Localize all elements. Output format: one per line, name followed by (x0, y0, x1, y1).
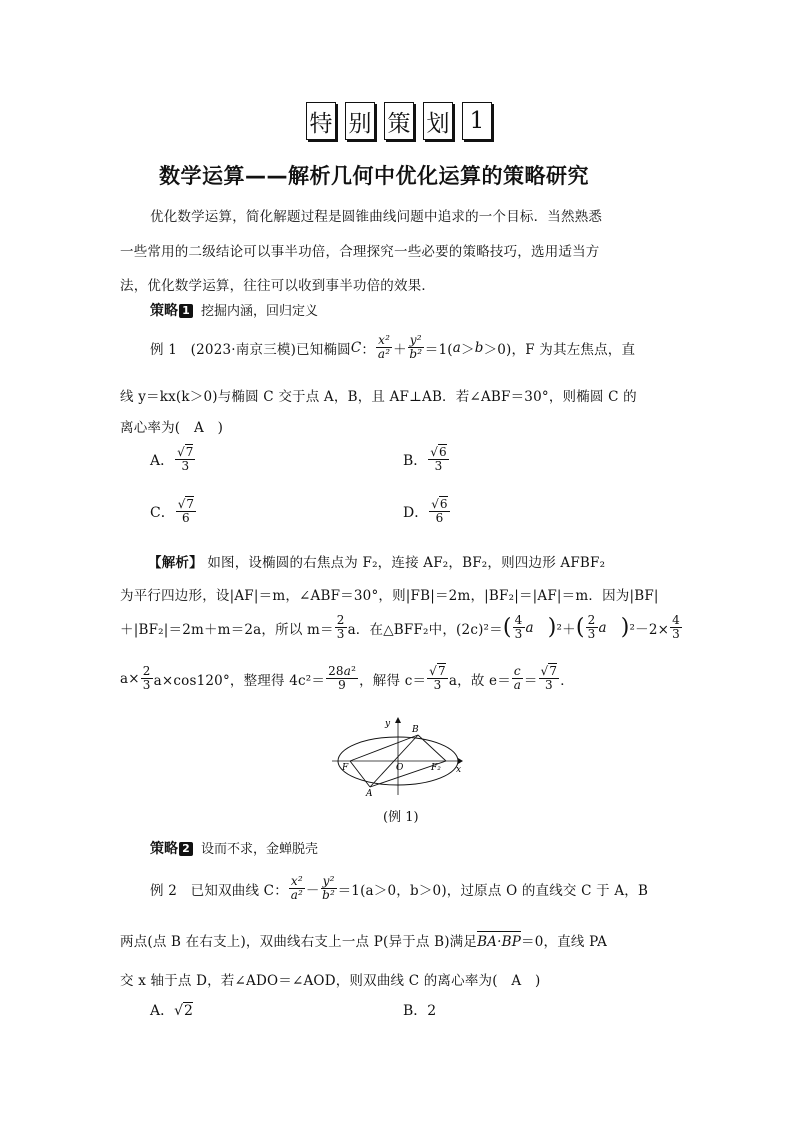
header-char-box: 1 (462, 102, 492, 140)
x-axis-arrow (458, 758, 463, 764)
label-f2: F₂ (431, 763, 441, 773)
header-char-box: 划 (423, 102, 453, 140)
label-y: y (385, 719, 391, 729)
solution-line: ＋|BF₂|＝2m＋m＝2a，所以 m＝ $\frac{2}{3}$ a．在△BFF₂中，(2c)²＝ ( $\frac{4}{3}$ a ) ²＋ ( $\frac{2}{3}$ a ) ²－2× $\frac{4}{3}$ (120, 613, 681, 641)
option-c[interactable]: C． $\frac{√7}{6}$ (150, 497, 195, 525)
fraction: $\frac{\text{y²}}{\text{b²}}$ (409, 333, 423, 361)
option-d[interactable]: D． $\frac{√6}{6}$ (403, 497, 448, 525)
label-o: O (396, 763, 404, 773)
label-f: F (342, 763, 349, 773)
option-a[interactable]: A．√2 (150, 1003, 193, 1019)
example-1-line: 例 1 (2023·南京三模)已知椭圆 C ： $\frac{\text{x²}}{\text{a²}}$ ＋ $\frac{\text{y²}}{\text{b²}}$ ＝1( a ＞ b ＞0) ，F 为其左焦点，直 (150, 333, 636, 361)
segment-fb (350, 735, 418, 761)
ellipse-figure (330, 715, 470, 797)
segment-bf2 (418, 735, 446, 761)
vector-product: BA·BP (477, 934, 521, 950)
solution-line: 为平行四边形，设|AF|＝m，∠ABF＝30°，则|FB|＝2m，|BF₂|＝|AF|＝m．因为|BF| (120, 588, 659, 604)
figure-caption: (例 1) (383, 810, 419, 825)
strategy-heading: 策略 1 挖掘内涵，回归定义 (150, 303, 319, 319)
example-2-line: 例 2 已知双曲线 C： $\frac{\text{x²}}{\text{a²}}$ － $\frac{\text{y²}}{\text{b²}}$ ＝1(a＞0，b＞0)，过原点 O 的直线交 C 于 A，B (150, 874, 649, 902)
intro-line: 法，优化数学运算，往往可以收到事半功倍的效果． (120, 278, 436, 294)
label-x: x (456, 765, 462, 775)
page-title: 数学运算——解析几何中优化运算的策略研究 (159, 164, 589, 188)
label-b: B (412, 725, 419, 735)
example-2-line: 交 x 轴于点 D，若∠ADO＝∠AOD，则双曲线 C 的离心率为( A ) (120, 973, 541, 989)
header-char-box: 特 (306, 102, 336, 140)
intro-line: 优化数学运算，简化解题过程是圆锥曲线问题中追求的一个目标．当然熟悉 (150, 209, 603, 225)
fraction: $\frac{\text{x²}}{\text{a²}}$ (377, 333, 391, 361)
intro-line: 一些常用的二级结论可以事半功倍，合理探究一些必要的策略技巧，选用适当方 (120, 244, 600, 260)
example-1-line: 线 y＝kx(k＞0)与椭圆 C 交于点 A，B，且 AF⊥AB．若∠ABF＝30°，则椭圆 C 的 (120, 389, 637, 405)
label-a: A (366, 789, 373, 797)
option-a[interactable]: A． $\frac{√7}{3}$ (150, 445, 194, 473)
strategy-heading: 策略 2 设而不求，金蝉脱壳 (150, 841, 319, 857)
solution-line: a× $\frac{2}{3}$ a×cos120°，整理得 4c²＝ $\frac{\text{28a²}}{9}$ ，解得 c＝ $\frac{√7}{3}$ a，故 e＝ $\frac{c}{a}$ ＝ $\frac{√7}{3}$ ． (120, 664, 574, 692)
example-2-line: 两点(点 B 在右支上)，双曲线右支上一点 P(异于点 B)满足 BA·BP＝0，直线 PA (120, 930, 607, 950)
example-1-line: 离心率为( A ) (120, 420, 224, 436)
solution-line: 【解析】 如图，设椭圆的右焦点为 F₂，连接 AF₂，BF₂，则四边形 AFBF₂ (148, 555, 606, 571)
y-axis-arrow (395, 717, 401, 723)
option-b[interactable]: B． $\frac{√6}{3}$ (403, 445, 447, 473)
header-char-box: 策 (384, 102, 414, 140)
header-char-box: 别 (345, 102, 375, 140)
segment-af (350, 761, 370, 787)
option-b[interactable]: B．2 (403, 1003, 437, 1019)
